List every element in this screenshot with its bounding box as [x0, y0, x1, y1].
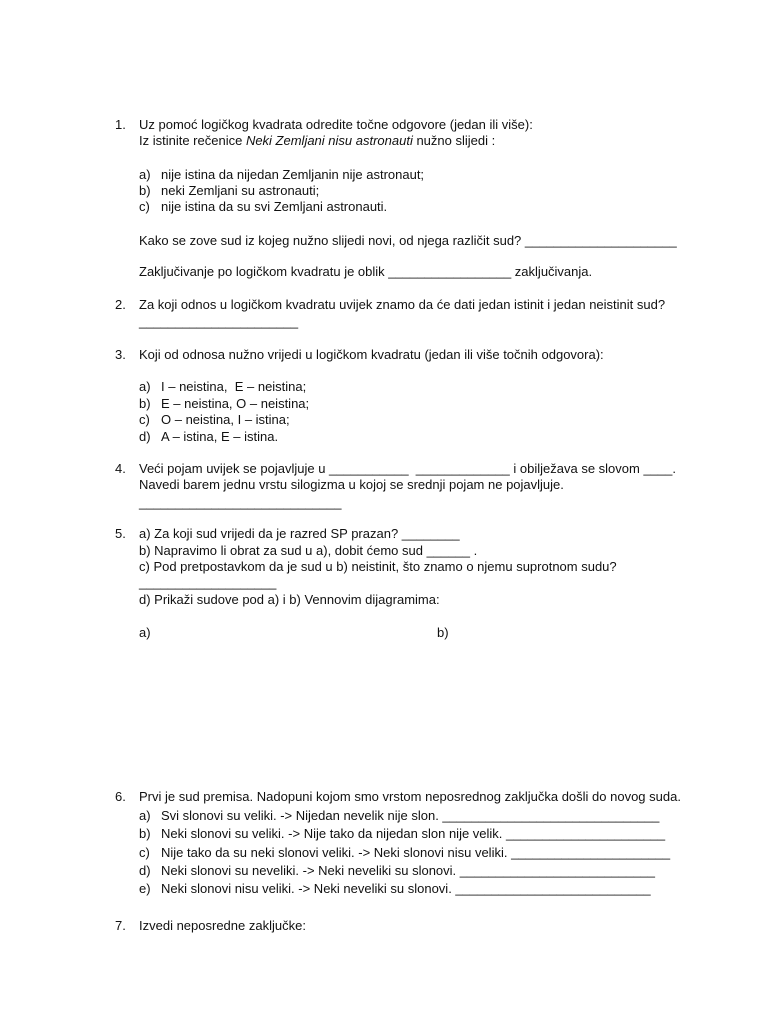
- venn-label-b: b): [437, 625, 449, 640]
- italic-sentence: Neki Zemljani nisu astronauti: [245, 133, 413, 148]
- question-number: 7.: [115, 918, 126, 933]
- question-text: Veći pojam uvijek se pojavljuje u ___________ _____________ i obilježava se slovom ____.: [139, 461, 676, 476]
- item-text: Neki slonovi su neveliki. -> Neki neveliki su slonovi. ___________________________: [161, 863, 655, 878]
- item-text: Svi slonovi su veliki. -> Nijedan nevelik nije slon. ______________________________: [161, 808, 660, 823]
- question-text: Navedi barem jednu vrstu silogizma u kojoj se srednji pojam ne pojavljuje.: [139, 477, 564, 492]
- item-text: Neki slonovi su veliki. -> Nije tako da nijedan slon nije velik. ______________________: [161, 826, 666, 841]
- question-text: c) Pod pretpostavkom da je sud u b) neistinit, što znamo o njemu suprotnom sudu?: [139, 559, 617, 574]
- item-letter: c): [139, 845, 150, 860]
- question-text: Kako se zove sud iz kojeg nužno slijedi novi, od njega različit sud? _____________________: [139, 233, 677, 248]
- option-letter: c): [139, 199, 150, 214]
- item-letter: b): [139, 826, 151, 841]
- question-subtext: [139, 133, 495, 149]
- answer-blank: ____________________________: [139, 495, 342, 510]
- option-letter: a): [139, 379, 151, 394]
- question-number: 2.: [115, 297, 126, 312]
- option-text: nije istina da su svi Zemljani astronauti.: [161, 199, 388, 214]
- question-text: Uz pomoć logičkog kvadrata odredite točne odgovore (jedan ili više):: [139, 117, 533, 132]
- option-text: E – neistina, O – neistina;: [161, 396, 310, 411]
- option-text: neki Zemljani su astronauti;: [161, 183, 320, 198]
- question-text: Za koji odnos u logičkom kvadratu uvijek znamo da će dati jedan istinit i jedan neistinit sud?: [139, 297, 666, 312]
- question-text: b) Napravimo li obrat za sud u a), dobit ćemo sud ______ .: [139, 543, 478, 558]
- item-letter: e): [139, 881, 151, 896]
- text-segment: nužno slijedi :: [412, 133, 496, 148]
- item-letter: d): [139, 863, 151, 878]
- text-segment: Iz istinite rečenice: [139, 133, 246, 148]
- question-text: Koji od odnosa nužno vrijedi u logičkom kvadratu (jedan ili više točnih odgovora):: [139, 347, 604, 362]
- question-number: 4.: [115, 461, 126, 476]
- option-letter: d): [139, 429, 151, 444]
- question-text: a) Za koji sud vrijedi da je razred SP prazan? ________: [139, 526, 460, 541]
- option-letter: b): [139, 396, 151, 411]
- question-number: 6.: [115, 789, 126, 804]
- question-number: 3.: [115, 347, 126, 362]
- option-text: nije istina da nijedan Zemljanin nije astronaut;: [161, 167, 425, 182]
- option-text: O – neistina, I – istina;: [161, 412, 290, 427]
- option-letter: b): [139, 183, 151, 198]
- question-number: 5.: [115, 526, 126, 541]
- option-letter: a): [139, 167, 151, 182]
- item-text: Neki slonovi nisu veliki. -> Neki neveliki su slonovi. ___________________________: [161, 881, 651, 896]
- question-text: Prvi je sud premisa. Nadopuni kojom smo vrstom neposrednog zaključka došli do novog suda.: [139, 789, 681, 804]
- answer-blank: ______________________: [139, 314, 299, 329]
- item-letter: a): [139, 808, 151, 823]
- question-text: Zaključivanje po logičkom kvadratu je oblik _________________ zaključivanja.: [139, 264, 593, 279]
- option-text: I – neistina, E – neistina;: [161, 379, 307, 394]
- option-letter: c): [139, 412, 150, 427]
- question-number: 1.: [115, 117, 126, 132]
- question-text: Izvedi neposredne zaključke:: [139, 918, 306, 933]
- venn-label-a: a): [139, 625, 151, 640]
- answer-blank: ___________________: [139, 575, 277, 590]
- item-text: Nije tako da su neki slonovi veliki. -> Neki slonovi nisu veliki. ______________________: [161, 845, 671, 860]
- option-text: A – istina, E – istina.: [161, 429, 279, 444]
- question-text: d) Prikaži sudove pod a) i b) Vennovim dijagramima:: [139, 592, 440, 607]
